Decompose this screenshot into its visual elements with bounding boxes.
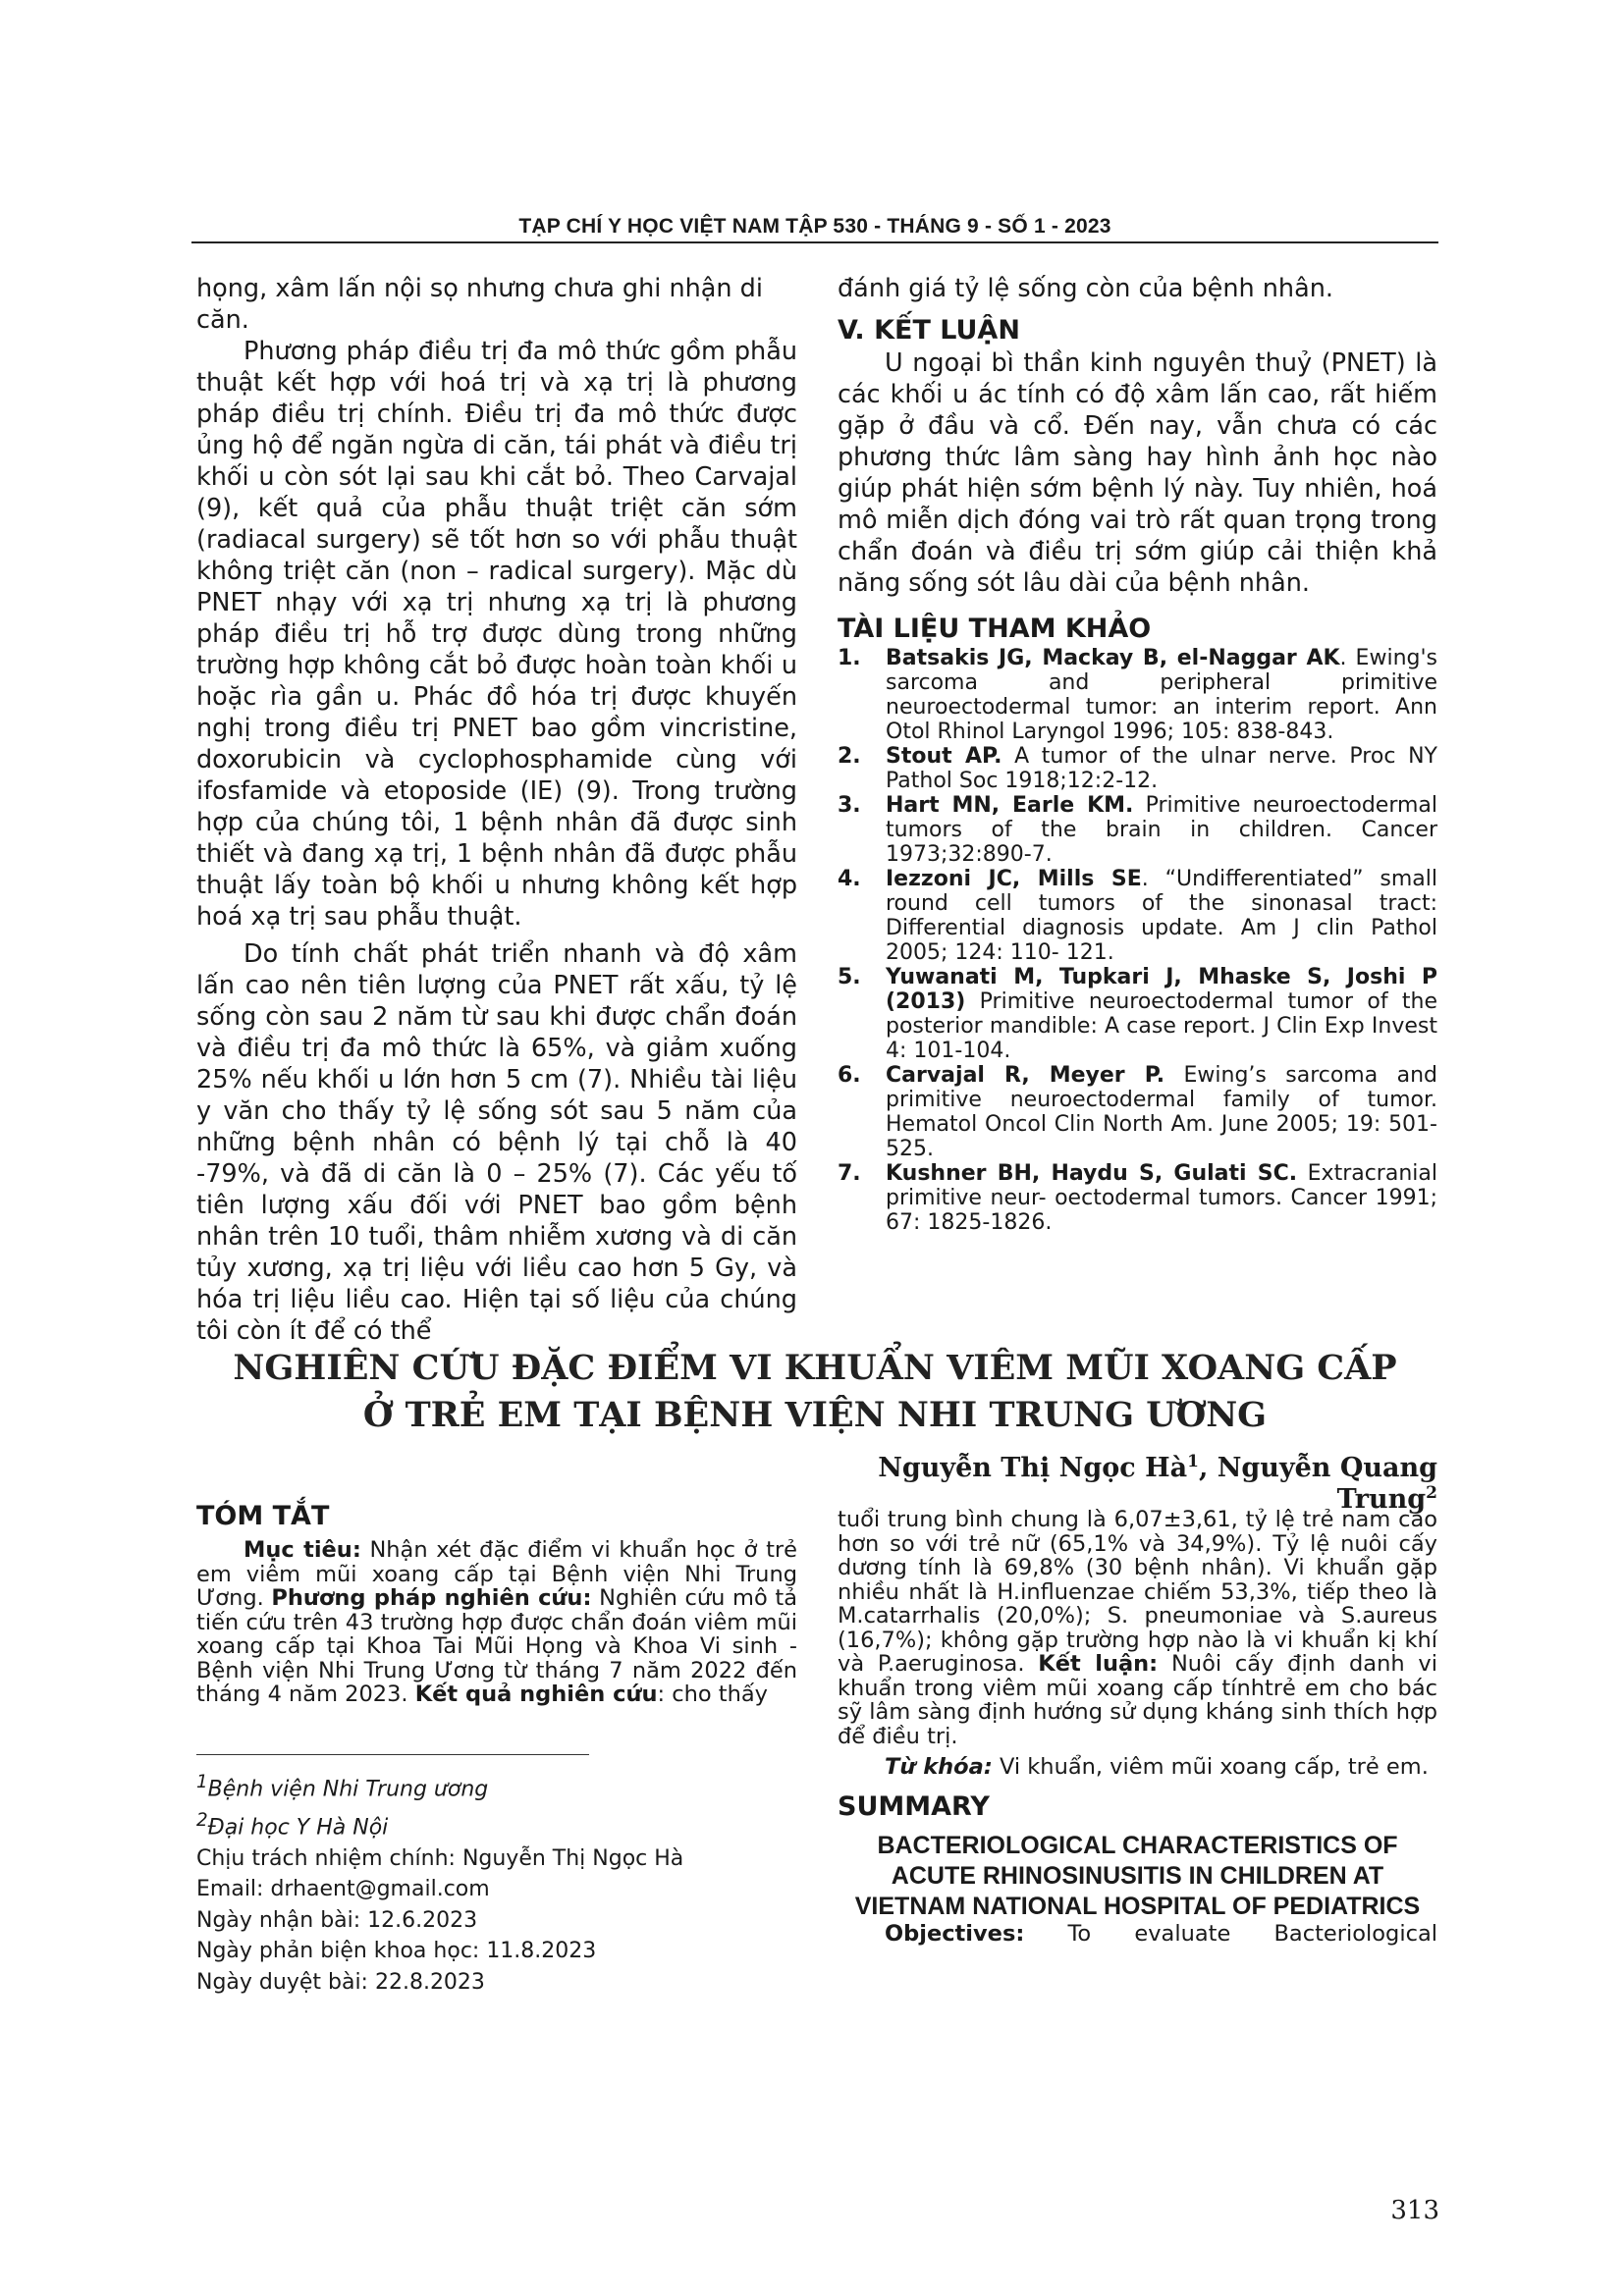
keywords-text: Vi khuẩn, viêm mũi xoang cấp, trẻ em. xyxy=(992,1754,1429,1780)
summary-objectives-label: Objectives: xyxy=(885,1920,1025,1947)
reference-number: 3. xyxy=(838,793,861,818)
date-received: Ngày nhận bài: 12.6.2023 xyxy=(196,1907,478,1933)
summary-objectives-word-2: evaluate xyxy=(1134,1920,1231,1947)
conclusion-paragraph: U ngoại bì thần kinh nguyên thuỷ (PNET) là các khối u ác tính có độ xâm lấn cao, rất hiếm gặp ở đầu và cổ. Đến nay, vẫn chưa có các phương thức lâm sàng hay hình ảnh học nào giúp phát hiện sớm bệnh lý này. Tuy nhiên, hoá mô miễn dịch đóng vai trò rất quan trọng trong chẩn đoán và điều trị sớm giúp cải thiện khả năng sống sót lâu dài của bệnh nhân. xyxy=(838,348,1437,598)
right-column xyxy=(838,273,1437,1235)
reference-authors: Batsakis JG, Mackay B, el-Naggar AK xyxy=(886,646,1340,670)
method-text: Nghiên cứu mô tả tiến cứu trên 43 trường hợp được chẩn đoán viêm mũi xoang cấp tại Khoa Tai Mũi Họng và Khoa Vi sinh - Bệnh viện Nhi Trung Ương từ tháng 7 năm 2022 đến tháng 4 năm 2023. xyxy=(196,1585,797,1707)
keywords xyxy=(838,1755,1437,1780)
date-reviewed: Ngày phản biện khoa học: 11.8.2023 xyxy=(196,1939,597,1964)
reference-item xyxy=(838,867,1437,965)
affiliation-2-mark: 2 xyxy=(196,1809,208,1831)
conclusion-text: Nuôi cấy định danh vi khuẩn trong viêm mũi xoang cấp tínhtrẻ em cho bác sỹ lâm sàng định hướng sử dụng kháng sinh thích hợp để điều trị. xyxy=(838,1651,1437,1749)
summary-heading: SUMMARY xyxy=(838,1790,990,1822)
summary-objectives-word-1: To xyxy=(1067,1920,1092,1947)
article-title-line-2: Ở TRẺ EM TẠI BỆNH VIỆN NHI TRUNG ƯƠNG xyxy=(362,1395,1268,1435)
method-label: Phương pháp nghiên cứu: xyxy=(271,1585,592,1611)
result-text: : cho thấy xyxy=(657,1682,768,1707)
reference-number: 4. xyxy=(838,867,861,891)
summary-title-line-2: ACUTE RHINOSINUSITIS IN CHILDREN AT xyxy=(891,1861,1384,1890)
conclusion-label: Kết luận: xyxy=(1038,1651,1159,1677)
footnote-rule xyxy=(196,1754,589,1755)
affiliation-1 xyxy=(196,1767,785,1805)
affiliation-1-text: Bệnh viện Nhi Trung ương xyxy=(207,1777,489,1802)
article-authors xyxy=(785,1452,1437,1515)
author-1-affiliation: 1 xyxy=(1187,1452,1199,1471)
reference-item xyxy=(838,1063,1437,1161)
affiliation-2 xyxy=(196,1805,785,1843)
reference-number: 5. xyxy=(838,965,861,989)
reference-list xyxy=(838,646,1437,1235)
objective-label: Mục tiêu: xyxy=(244,1537,361,1563)
journal-header: TẠP CHÍ Y HỌC VIỆT NAM TẬP 530 - THÁNG 9 - SỐ 1 - 2023 xyxy=(518,215,1111,238)
article-title-line-1: NGHIÊN CỨU ĐẶC ĐIỂM VI KHUẨN VIÊM MŨI XOANG CẤP xyxy=(233,1348,1397,1388)
reference-item xyxy=(838,646,1437,744)
reference-text: . Ewing's sarcoma and peripheral primitive neuroectodermal tumor: an interim report. Ann Otol Rhinol Laryngol 1996; 105: 838-843. xyxy=(886,646,1437,744)
reference-text: Primitive neuroectodermal tumors of the brain in children. Cancer 1973;32:890-7. xyxy=(886,793,1438,867)
right-paragraph-0: đánh giá tỷ lệ sống còn của bệnh nhân. xyxy=(838,274,1333,303)
email: Email: drhaent@gmail.com xyxy=(196,1877,490,1902)
reference-text: A tumor of the ulnar nerve. Proc NY Pathol Soc 1918;12:2-12. xyxy=(886,744,1437,793)
affiliation-1-mark: 1 xyxy=(196,1772,208,1792)
abstract-left-column xyxy=(196,1499,797,1707)
reference-authors: Hart MN, Earle KM. xyxy=(886,793,1134,818)
left-paragraph-0: họng, xâm lấn nội sọ nhưng chưa ghi nhận di căn. xyxy=(196,274,763,335)
date-accepted: Ngày duyệt bài: 22.8.2023 xyxy=(196,1969,485,1995)
reference-authors: Kushner BH, Haydu S, Gulati SC. xyxy=(886,1161,1298,1186)
reference-authors: Yuwanati M, Tupkari J, Mhaske S, Joshi P (2013) xyxy=(886,965,1437,1014)
abstract-right-column xyxy=(838,1508,1437,1947)
reference-number: 6. xyxy=(838,1063,861,1088)
reference-item xyxy=(838,744,1437,793)
reference-number: 2. xyxy=(838,744,861,769)
keywords-label: Từ khóa: xyxy=(885,1754,993,1780)
page-number: 313 xyxy=(1390,2196,1439,2225)
reference-text: Extracranial primitive neur- oectodermal tumors. Cancer 1991; 67: 1825-1826. xyxy=(886,1161,1437,1235)
summary-title xyxy=(838,1831,1437,1922)
result-label: Kết quả nghiên cứu xyxy=(414,1682,658,1707)
left-column xyxy=(196,273,797,1347)
summary-objectives-word-3: Bacteriological xyxy=(1273,1920,1437,1947)
reference-authors: Stout AP. xyxy=(886,744,1002,769)
abstract-continued xyxy=(838,1508,1437,1748)
reference-authors: Iezzoni JC, Mills SE xyxy=(886,867,1142,891)
author-separator: , xyxy=(1198,1453,1218,1483)
reference-text: Primitive neuroectodermal tumor of the posterior mandible: A case report. J Clin Exp Invest 4: 101-104. xyxy=(886,989,1437,1063)
left-paragraph-2: Do tính chất phát triển nhanh và độ xâm lấn cao nên tiên lượng của PNET rất xấu, tỷ lệ sống còn sau 2 năm từ sau khi được chẩn đoán và điều trị đa mô thức là 65%, và giảm xuống 25% nếu khối u lớn hơn 5 cm (7). Nhiều tài liệu y văn cho thấy tỷ lệ sống sót sau 5 năm của những bệnh nhân có bệnh lý tại chỗ là 40 -79%, và đã di căn là 0 – 25% (7). Các yếu tố tiên lượng xấu đối với PNET bao gồm bệnh nhân trên 10 tuổi, thâm nhiễm xương và di căn tủy xương, xạ trị liệu với liều cao hơn 5 Gy, và hóa trị liệu liều cao. Hiện tại số liệu của chúng tôi còn ít để có thể xyxy=(196,939,797,1346)
objective-text: Nhận xét đặc điểm vi khuẩn học ở trẻ em viêm mũi xoang cấp tại Bệnh viện Nhi Trung Ương. xyxy=(196,1537,797,1611)
reference-item xyxy=(838,793,1437,867)
author-1: Nguyễn Thị Ngọc Hà xyxy=(878,1453,1188,1483)
article-title xyxy=(191,1345,1438,1439)
reference-item xyxy=(838,965,1437,1063)
affiliation-2-text: Đại học Y Hà Nội xyxy=(207,1815,389,1841)
summary-title-line-3: VIETNAM NATIONAL HOSPITAL OF PEDIATRICS xyxy=(854,1892,1421,1920)
abstract-heading: TÓM TẮT xyxy=(196,1501,330,1531)
references-heading: TÀI LIỆU THAM KHẢO xyxy=(838,614,1152,644)
reference-item xyxy=(838,1161,1437,1235)
reference-text: . “Undifferentiated” small round cell tumors of the sinonasal tract: Differential diagnosis update. Am J clin Pathol 2005; 124: 110- 121. xyxy=(886,867,1438,965)
abstract-results-text: tuổi trung bình chung là 6,07±3,61, tỷ lệ trẻ nam cao hơn so với trẻ nữ (65,1% và 34,9%). Tỷ lệ nuôi cấy dương tính là 69,8% (30 bệnh nhân). Vi khuẩn gặp nhiều nhất là H.influenzae chiếm 53,3%, tiếp theo là M.catarrhalis (20,0%); S. pneumoniae và S.aureus (16,7%); không gặp trường hợp nào là vi khuẩn kị khí và P.aeruginosa. xyxy=(838,1507,1437,1677)
summary-title-line-1: BACTERIOLOGICAL CHARACTERISTICS OF xyxy=(877,1831,1398,1859)
left-paragraph-1: Phương pháp điều trị đa mô thức gồm phẫu thuật kết hợp với hoá trị và xạ trị là phương pháp điều trị chính. Điều trị đa mô thức được ủng hộ để ngăn ngừa di căn, tái phát và điều trị khối u còn sót lại sau khi cắt bỏ. Theo Carvajal (9), kết quả của phẫu thuật triệt căn sớm (radiacal surgery) sẽ tốt hơn so với phẫu thuật không triệt căn (non – radical surgery). Mặc dù PNET nhạy với xạ trị nhưng xạ trị là phương pháp điều trị hỗ trợ được dùng trong những trường hợp không cắt bỏ được hoàn toàn khối u hoặc rìa gần u. Phác đồ hóa trị được khuyến nghị trong điều trị PNET bao gồm vincristine, doxorubicin và cyclophosphamide cùng với ifosfamide và etoposide (IE) (9). Trong trường hợp của chúng tôi, 1 bệnh nhân đã được sinh thiết và đang xạ trị, 1 bệnh nhân đã được phẫu thuật lấy toàn bộ khối u nhưng không kết hợp hoá xạ trị sau phẫu thuật. xyxy=(196,337,797,932)
abstract-paragraph xyxy=(196,1538,797,1707)
header-rule xyxy=(191,241,1438,243)
reference-number: 7. xyxy=(838,1161,861,1186)
author-2: Nguyễn Quang Trung xyxy=(1217,1453,1437,1515)
reference-authors: Carvajal R, Meyer P. xyxy=(886,1063,1165,1088)
summary-objectives xyxy=(838,1922,1437,1947)
reference-text: Ewing’s sarcoma and primitive neuroectodermal family of tumor. Hematol Oncol Clin North Am. June 2005; 19: 501-525. xyxy=(886,1063,1437,1161)
footnotes xyxy=(196,1767,785,1998)
reference-number: 1. xyxy=(838,646,861,670)
corresponding-author: Chịu trách nhiệm chính: Nguyễn Thị Ngọc Hà xyxy=(196,1845,684,1871)
author-2-affiliation: 2 xyxy=(1426,1483,1437,1503)
conclusion-heading: V. KẾT LUẬN xyxy=(838,315,1020,346)
